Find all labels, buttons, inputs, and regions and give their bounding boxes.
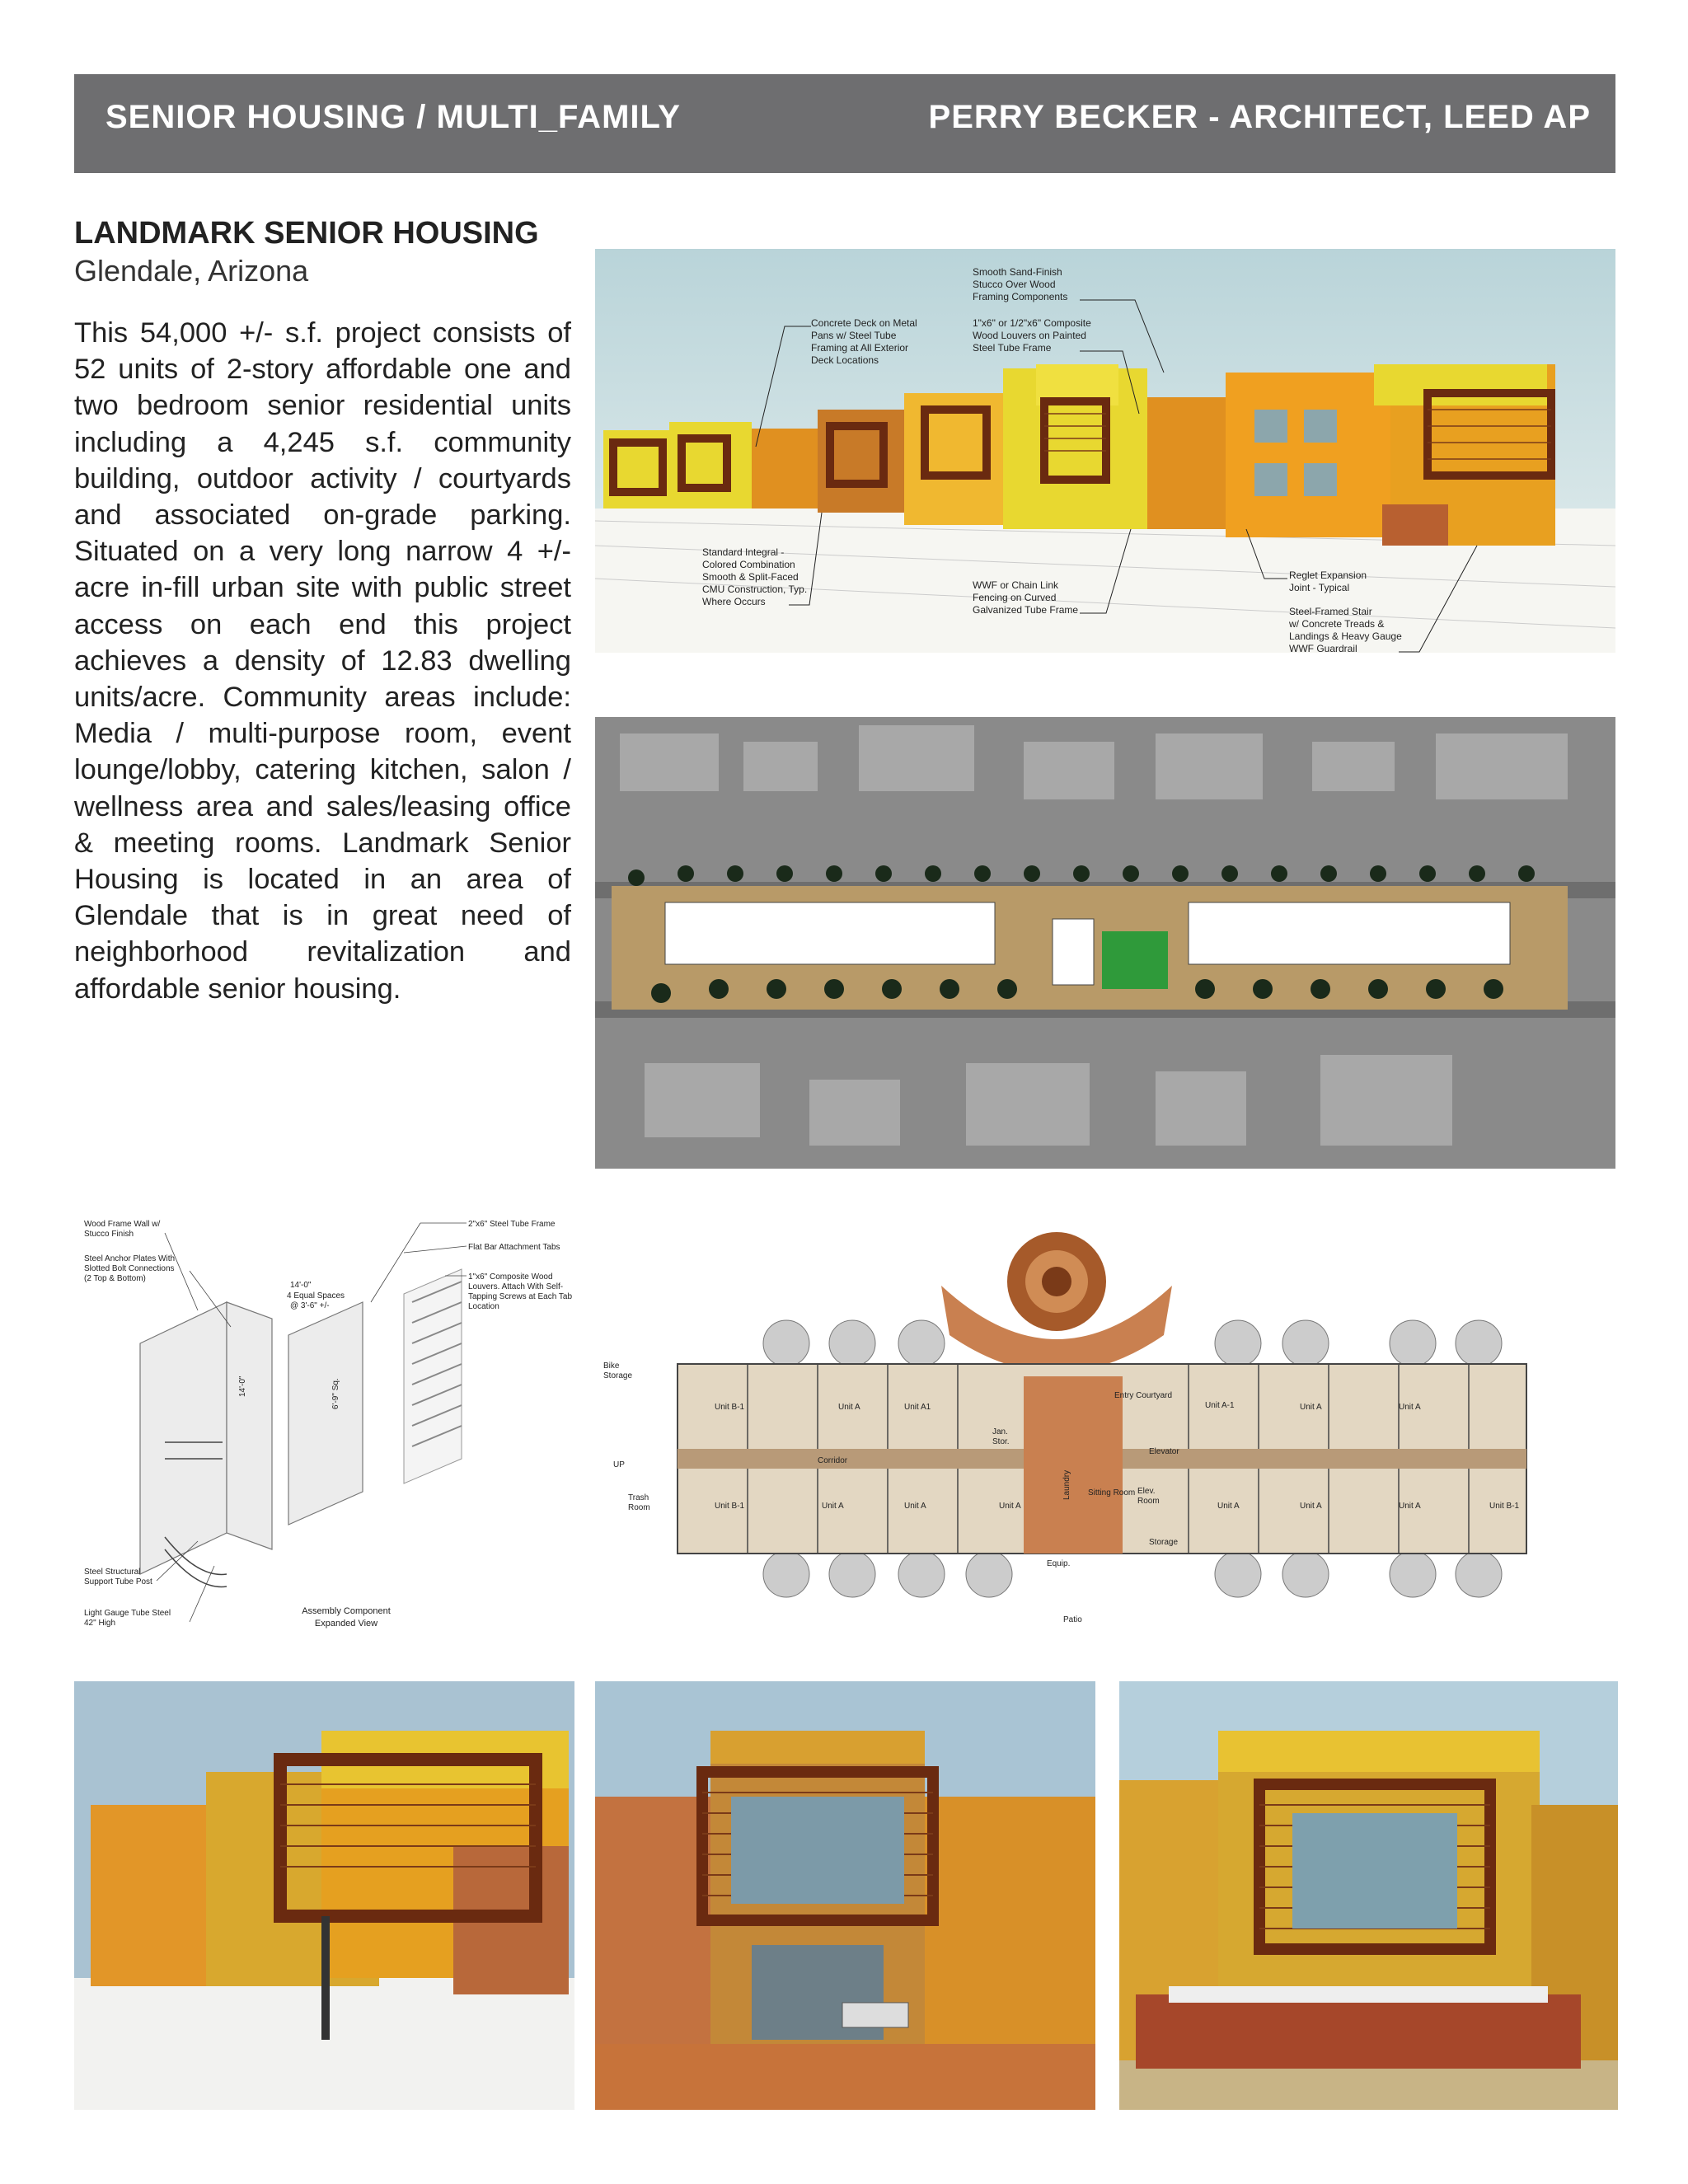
callout-cmu-5: Where Occurs	[702, 596, 766, 607]
unit-top-6: Unit A	[1399, 1403, 1421, 1412]
unit-top-1: Unit B-1	[715, 1403, 745, 1412]
unit-bottom-3: Unit A	[904, 1502, 926, 1511]
plan-janitor-1: Jan.	[992, 1427, 1008, 1436]
plan-sitting: Sitting Room	[1088, 1488, 1136, 1497]
rendering-corner-view	[74, 1681, 574, 2110]
header-category: SENIOR HOUSING / MULTI_FAMILY	[106, 99, 681, 135]
plan-trash-1: Trash	[628, 1493, 649, 1502]
assembly-label-anchor-2: Slotted Bolt Connections	[84, 1264, 175, 1273]
callout-stair-1: Steel-Framed Stair	[1289, 606, 1372, 617]
plan-bike-2: Storage	[603, 1371, 633, 1380]
callout-fence-3: Galvanized Tube Frame	[973, 604, 1079, 616]
plan-up: UP	[613, 1460, 625, 1469]
callout-stucco-3: Framing Components	[973, 291, 1068, 302]
unit-bottom-5: Unit A	[1217, 1502, 1240, 1511]
project-title: LANDMARK SENIOR HOUSING	[74, 216, 539, 251]
assembly-label-post-2: Support Tube Post	[84, 1577, 152, 1586]
unit-bottom-8: Unit B-1	[1489, 1502, 1520, 1511]
callout-fence-1: WWF or Chain Link	[973, 579, 1059, 591]
assembly-caption-2: Expanded View	[314, 1619, 378, 1629]
unit-bottom-4: Unit A	[999, 1502, 1021, 1511]
callout-cmu-2: Colored Combination	[702, 559, 795, 570]
unit-top-5: Unit A	[1300, 1403, 1322, 1412]
callout-stucco-2: Stucco Over Wood	[973, 279, 1056, 290]
plan-trash-2: Room	[628, 1503, 650, 1512]
header-architect: PERRY BECKER - ARCHITECT, LEED AP	[928, 99, 1591, 135]
plan-entry: Entry Courtyard	[1114, 1391, 1173, 1400]
floor-plan	[595, 1228, 1615, 1640]
unit-top-2: Unit A	[838, 1403, 860, 1412]
plan-laundry: Laundry	[1062, 1469, 1071, 1500]
assembly-label-post-1: Steel Structural	[84, 1568, 141, 1577]
assembly-label-guard-2: 42" High	[84, 1619, 116, 1628]
callout-louver-3: Steel Tube Frame	[973, 342, 1052, 354]
header-bar	[74, 74, 1615, 173]
callout-louver-1: 1"x6" or 1/2"x6" Composite	[973, 317, 1091, 329]
callout-deck-3: Framing at All Exterior	[811, 342, 909, 354]
plan-equip: Equip.	[1047, 1559, 1071, 1568]
elevation-rendering	[595, 249, 1615, 653]
assembly-label-louver-2: Louvers. Attach With Self-	[468, 1282, 564, 1291]
unit-top-3: Unit A1	[904, 1403, 931, 1412]
assembly-label-wall-2: Stucco Finish	[84, 1230, 134, 1239]
callout-cmu-3: Smooth & Split-Faced	[702, 571, 799, 583]
assembly-label-frame: 2"x6" Steel Tube Frame	[468, 1220, 556, 1229]
callout-stair-3: Landings & Heavy Gauge	[1289, 630, 1402, 642]
assembly-label-tabs: Flat Bar Attachment Tabs	[468, 1243, 560, 1252]
plan-janitor-2: Stor.	[992, 1437, 1010, 1446]
assembly-exploded-view	[74, 1212, 585, 1640]
plan-bike-1: Bike	[603, 1361, 620, 1371]
callout-stucco-1: Smooth Sand-Finish	[973, 266, 1062, 278]
callout-deck-2: Pans w/ Steel Tube	[811, 330, 897, 341]
assembly-label-anchor-3: (2 Top & Bottom)	[84, 1274, 146, 1283]
plan-elev-room-1: Elev.	[1137, 1487, 1156, 1496]
aerial-site-plan	[595, 717, 1615, 1169]
dim-spaces-2: @ 3'-6" +/-	[290, 1301, 330, 1310]
dim-height: 14'-0"	[238, 1376, 247, 1397]
rendering-patio-view	[1119, 1681, 1618, 2110]
plan-patio: Patio	[1063, 1615, 1082, 1624]
unit-bottom-1: Unit B-1	[715, 1502, 745, 1511]
assembly-caption-1: Assembly Component	[302, 1606, 391, 1616]
callout-deck-4: Deck Locations	[811, 354, 879, 366]
plan-elevator: Elevator	[1149, 1447, 1179, 1456]
callout-reglet-2: Joint - Typical	[1289, 582, 1350, 593]
callout-fence-2: Fencing on Curved	[973, 592, 1057, 603]
assembly-label-guard-1: Light Gauge Tube Steel	[84, 1609, 171, 1618]
project-location: Glendale, Arizona	[74, 254, 309, 288]
callout-louver-2: Wood Louvers on Painted	[973, 330, 1086, 341]
callout-cmu-1: Standard Integral -	[702, 546, 785, 558]
plan-elev-room-2: Room	[1137, 1497, 1160, 1506]
callout-deck-1: Concrete Deck on Metal	[811, 317, 917, 329]
unit-bottom-2: Unit A	[822, 1502, 844, 1511]
dim-width: 14'-0"	[290, 1281, 312, 1290]
callout-cmu-4: CMU Construction, Typ.	[702, 583, 808, 595]
assembly-label-louver-3: Tapping Screws at Each Tab	[468, 1292, 573, 1301]
unit-top-4: Unit A-1	[1205, 1401, 1235, 1410]
assembly-label-anchor-1: Steel Anchor Plates With	[84, 1254, 176, 1263]
rendering-entry-view	[595, 1681, 1095, 2110]
assembly-label-wall-1: Wood Frame Wall w/	[84, 1220, 161, 1229]
dim-spaces-1: 4 Equal Spaces	[287, 1291, 345, 1301]
project-description: This 54,000 +/- s.f. project consists of 52 units of 2-story affordable one and two bedroom senior residential units including a 4,245 s.f. community building, outdoor activity / courtyards and associated on-grade parking. Situated on a very long narrow 4 +/- acre in-fill urban site with public street access on each end this project achieves a density of 12.83 dwelling units/acre. Community areas include: Media / multi-purpose room, event lounge/lobby, catering kitchen, salon / wellness area and sales/leasing office & meeting rooms. Landmark Senior Housing is located in an area of Glendale that is in great need of neighborhood revitalization and affordable senior housing.	[74, 317, 571, 1005]
dim-inner: 6'-9" Sq.	[331, 1378, 340, 1409]
plan-storage: Storage	[1149, 1538, 1179, 1547]
callout-reglet-1: Reglet Expansion	[1289, 569, 1367, 581]
unit-bottom-6: Unit A	[1300, 1502, 1322, 1511]
plan-corridor: Corridor	[818, 1456, 848, 1465]
assembly-label-louver-4: Location	[468, 1302, 499, 1311]
unit-bottom-7: Unit A	[1399, 1502, 1421, 1511]
callout-stair-2: w/ Concrete Treads &	[1289, 618, 1385, 630]
callout-stair-4: WWF Guardrail	[1289, 643, 1357, 653]
assembly-label-louver-1: 1"x6" Composite Wood	[468, 1272, 553, 1282]
